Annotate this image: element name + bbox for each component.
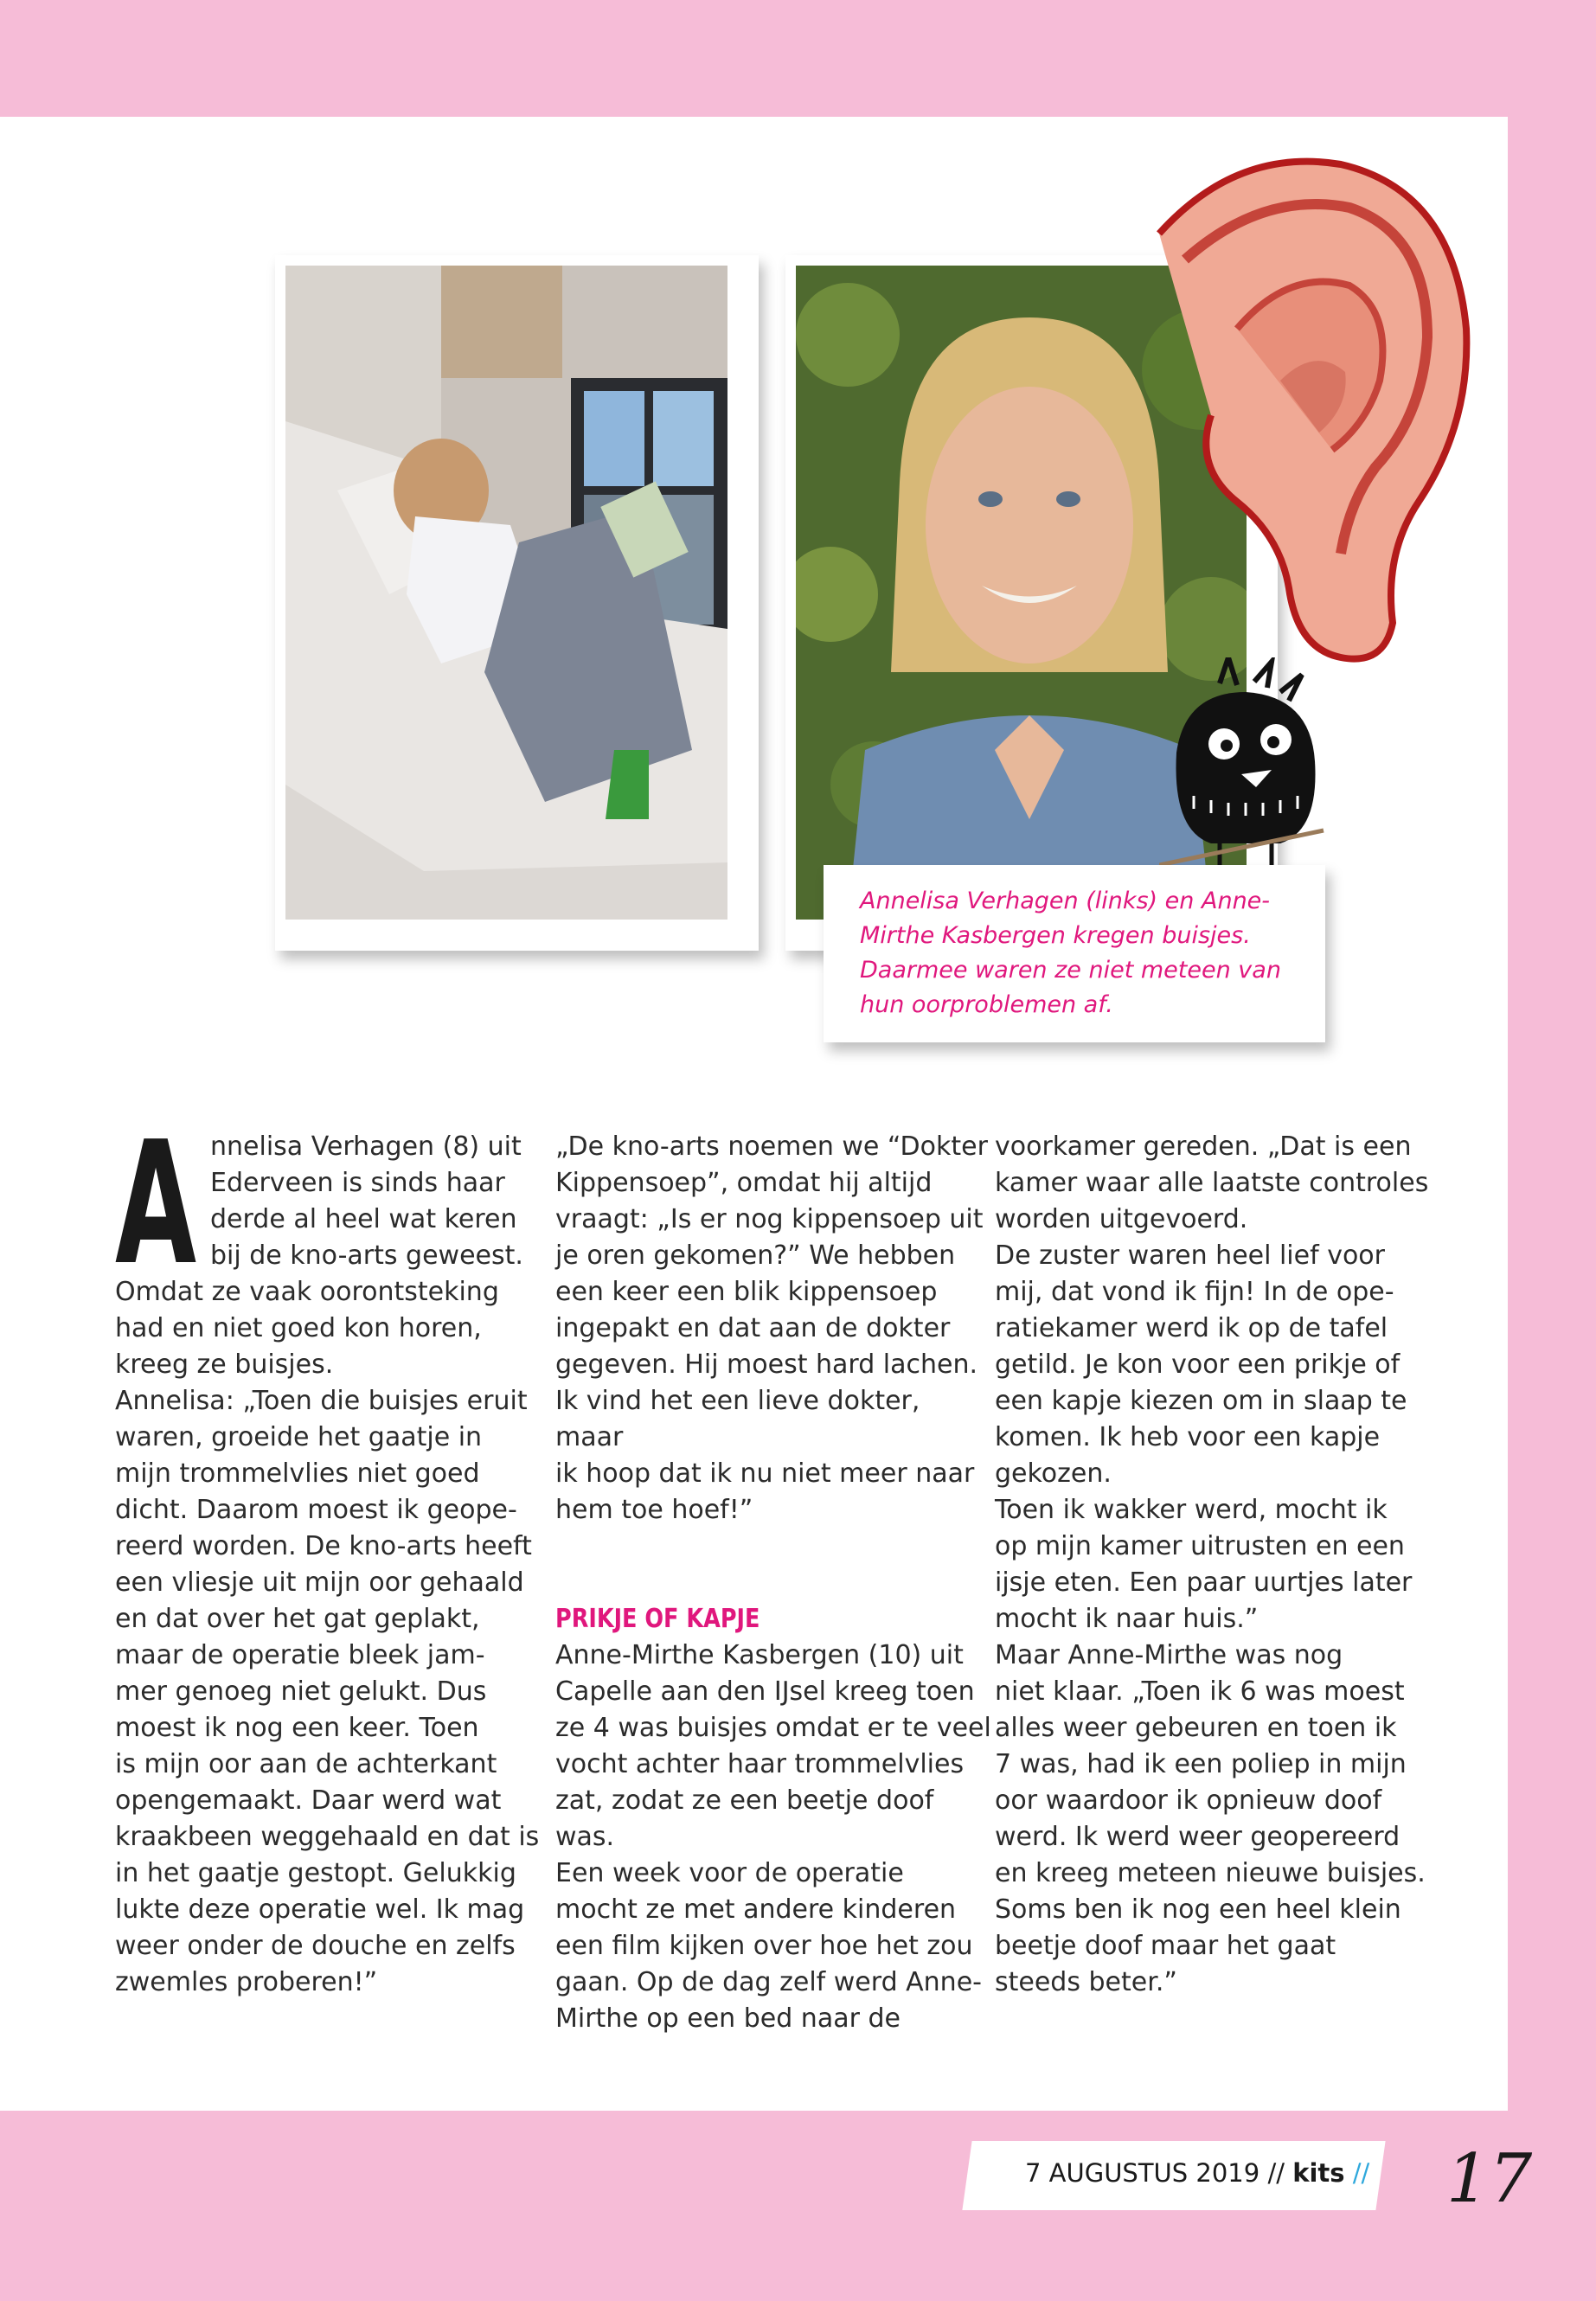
- text-line: is mijn oor aan de achterkant: [115, 1749, 497, 1779]
- text-line: voorkamer gereden. „Dat is een: [995, 1131, 1412, 1162]
- text-line: Anne-Mirthe Kasbergen (10) uit: [555, 1640, 964, 1670]
- text-line: maar de operatie bleek jam-: [115, 1640, 485, 1670]
- article-column-3: [995, 1129, 1432, 2001]
- text-line: vraagt: „Is er nog kippensoep uit: [555, 1204, 984, 1234]
- text-line: moest ik nog een keer. Toen: [115, 1713, 479, 1743]
- text-line: waren, groeide het gaatje in: [115, 1422, 483, 1452]
- caption-line: Mirthe Kasbergen kregen buisjes.: [860, 922, 1251, 949]
- drop-cap: A: [115, 1106, 197, 1303]
- text-line: een vliesje uit mijn oor gehaald: [115, 1567, 524, 1598]
- article-column-1: [115, 1106, 552, 2001]
- text-line: Ik vind het een lieve dokter, maar: [555, 1386, 920, 1452]
- text-line: gekozen.: [995, 1458, 1112, 1489]
- text-line: getild. Je kon voor een prikje of: [995, 1349, 1401, 1380]
- text-line: in het gaatje gestopt. Gelukkig: [115, 1858, 516, 1888]
- text-line: vocht achter haar trommelvlies: [555, 1749, 965, 1779]
- text-line: zat, zodat ze een beetje doof: [555, 1785, 934, 1816]
- text-line: en kreeg meteen nieuwe buisjes.: [995, 1858, 1426, 1888]
- text-line: beetje doof maar het gaat: [995, 1931, 1336, 1961]
- footer-brand: kits: [1292, 2158, 1345, 2188]
- caption-line: hun oorproblemen af.: [860, 991, 1113, 1018]
- text-line: Kippensoep”, omdat hij altijd: [555, 1168, 933, 1198]
- text-line: ijsje eten. Een paar uurtjes later: [995, 1567, 1413, 1598]
- text-line: Toen ik wakker werd, mocht ik: [995, 1495, 1388, 1525]
- text-line: oor waardoor ik opnieuw doof: [995, 1785, 1382, 1816]
- photo-caption: [824, 865, 1325, 1042]
- text-line: Ederveen is sinds haar: [210, 1168, 505, 1198]
- text-line: een kapje kiezen om in slaap te: [995, 1386, 1407, 1416]
- text-line: 7 was, had ik een poliep in mijn: [995, 1749, 1407, 1779]
- text-line: De zuster waren heel lief voor: [995, 1240, 1385, 1271]
- section-heading: PRIKJE OF KAPJE: [555, 1604, 760, 1634]
- text-line: gegeven. Hij moest hard lachen.: [555, 1349, 978, 1380]
- text-line: niet klaar. „Toen ik 6 was moest: [995, 1676, 1405, 1707]
- text-line: werd. Ik werd weer geopereerd: [995, 1822, 1401, 1852]
- caption-line: Daarmee waren ze niet meteen van: [860, 957, 1281, 984]
- text-line: Omdat ze vaak oorontsteking: [115, 1277, 499, 1307]
- text-line: Soms ben ik nog een heel klein: [995, 1894, 1401, 1925]
- text-line: mocht ik naar huis.”: [995, 1604, 1259, 1634]
- text-line: Een week voor de operatie: [555, 1858, 904, 1888]
- text-line: Mirthe op een bed naar de: [555, 2003, 901, 2034]
- text-line: bij de kno-arts geweest.: [210, 1240, 523, 1271]
- text-line: lukte deze operatie wel. Ik mag: [115, 1894, 525, 1925]
- text-line: was.: [555, 1822, 615, 1852]
- text-line: ingepakt en dat aan de dokter: [555, 1313, 951, 1343]
- caption-line: Annelisa Verhagen (links) en Anne-: [860, 888, 1271, 914]
- hospital-photo-image: [285, 266, 727, 920]
- footer-text: [1025, 2158, 1369, 2188]
- text-line: opengemaakt. Daar werd wat: [115, 1785, 502, 1816]
- footer-separator: //: [1267, 2158, 1285, 2188]
- text-line: op mijn kamer uitrusten en een: [995, 1531, 1405, 1561]
- text-line: weer onder de douche en zelfs: [115, 1931, 516, 1961]
- owl-mascot-icon: [1159, 657, 1332, 874]
- text-line: ratiekamer werd ik op de tafel: [995, 1313, 1388, 1343]
- text-line: een keer een blik kippensoep: [555, 1277, 938, 1307]
- text-line: je oren gekomen?” We hebben: [555, 1240, 956, 1271]
- page-number: 17: [1446, 2140, 1533, 2218]
- text-line: en dat over het gat geplakt,: [115, 1604, 480, 1634]
- text-line: Annelisa: „Toen die buisjes eruit: [115, 1386, 528, 1416]
- text-line: Capelle aan den IJsel kreeg toen: [555, 1676, 975, 1707]
- text-line: hem toe hoef!”: [555, 1495, 753, 1525]
- text-line: kreeg ze buisjes.: [115, 1349, 334, 1380]
- text-line: Maar Anne-Mirthe was nog: [995, 1640, 1343, 1670]
- text-line: had en niet goed kon horen,: [115, 1313, 482, 1343]
- text-line: komen. Ik heb voor een kapje: [995, 1422, 1381, 1452]
- text-line: worden uitgevoerd.: [995, 1204, 1248, 1234]
- text-line: kamer waar alle laatste controles: [995, 1168, 1429, 1198]
- text-line: steeds beter.”: [995, 1967, 1177, 1997]
- spacer: [555, 1529, 992, 1565]
- text-line: reerd worden. De kno-arts heeft: [115, 1531, 532, 1561]
- text-line: alles weer gebeuren en toen ik: [995, 1713, 1397, 1743]
- text-line: mij, dat vond ik fijn! In de ope-: [995, 1277, 1394, 1307]
- text-line: dicht. Daarom moest ik geope-: [115, 1495, 517, 1525]
- ear-illustration: [1133, 138, 1471, 666]
- footer-separator-2: //: [1352, 2158, 1370, 2188]
- text-line: kraakbeen weggehaald en dat is: [115, 1822, 540, 1852]
- text-line: ik hoop dat ik nu niet meer naar: [555, 1458, 975, 1489]
- article-column-2: [555, 1129, 992, 2037]
- text-line: „De kno-arts noemen we “Dokter: [555, 1131, 988, 1162]
- text-line: nnelisa Verhagen (8) uit: [210, 1131, 522, 1162]
- text-line: zwemles proberen!”: [115, 1967, 378, 1997]
- text-line: ze 4 was buisjes omdat er te veel: [555, 1713, 991, 1743]
- text-line: gaan. Op de dag zelf werd Anne-: [555, 1967, 982, 1997]
- text-line: mijn trommelvlies niet goed: [115, 1458, 480, 1489]
- footer-date: 7 AUGUSTUS 2019: [1025, 2158, 1260, 2188]
- text-line: mer genoeg niet gelukt. Dus: [115, 1676, 487, 1707]
- photo-hospital-bed: [275, 255, 759, 951]
- text-line: een film kijken over hoe het zou: [555, 1931, 973, 1961]
- text-line: mocht ze met andere kinderen: [555, 1894, 957, 1925]
- spacer: [555, 1565, 992, 1601]
- text-line: derde al heel wat keren: [210, 1204, 517, 1234]
